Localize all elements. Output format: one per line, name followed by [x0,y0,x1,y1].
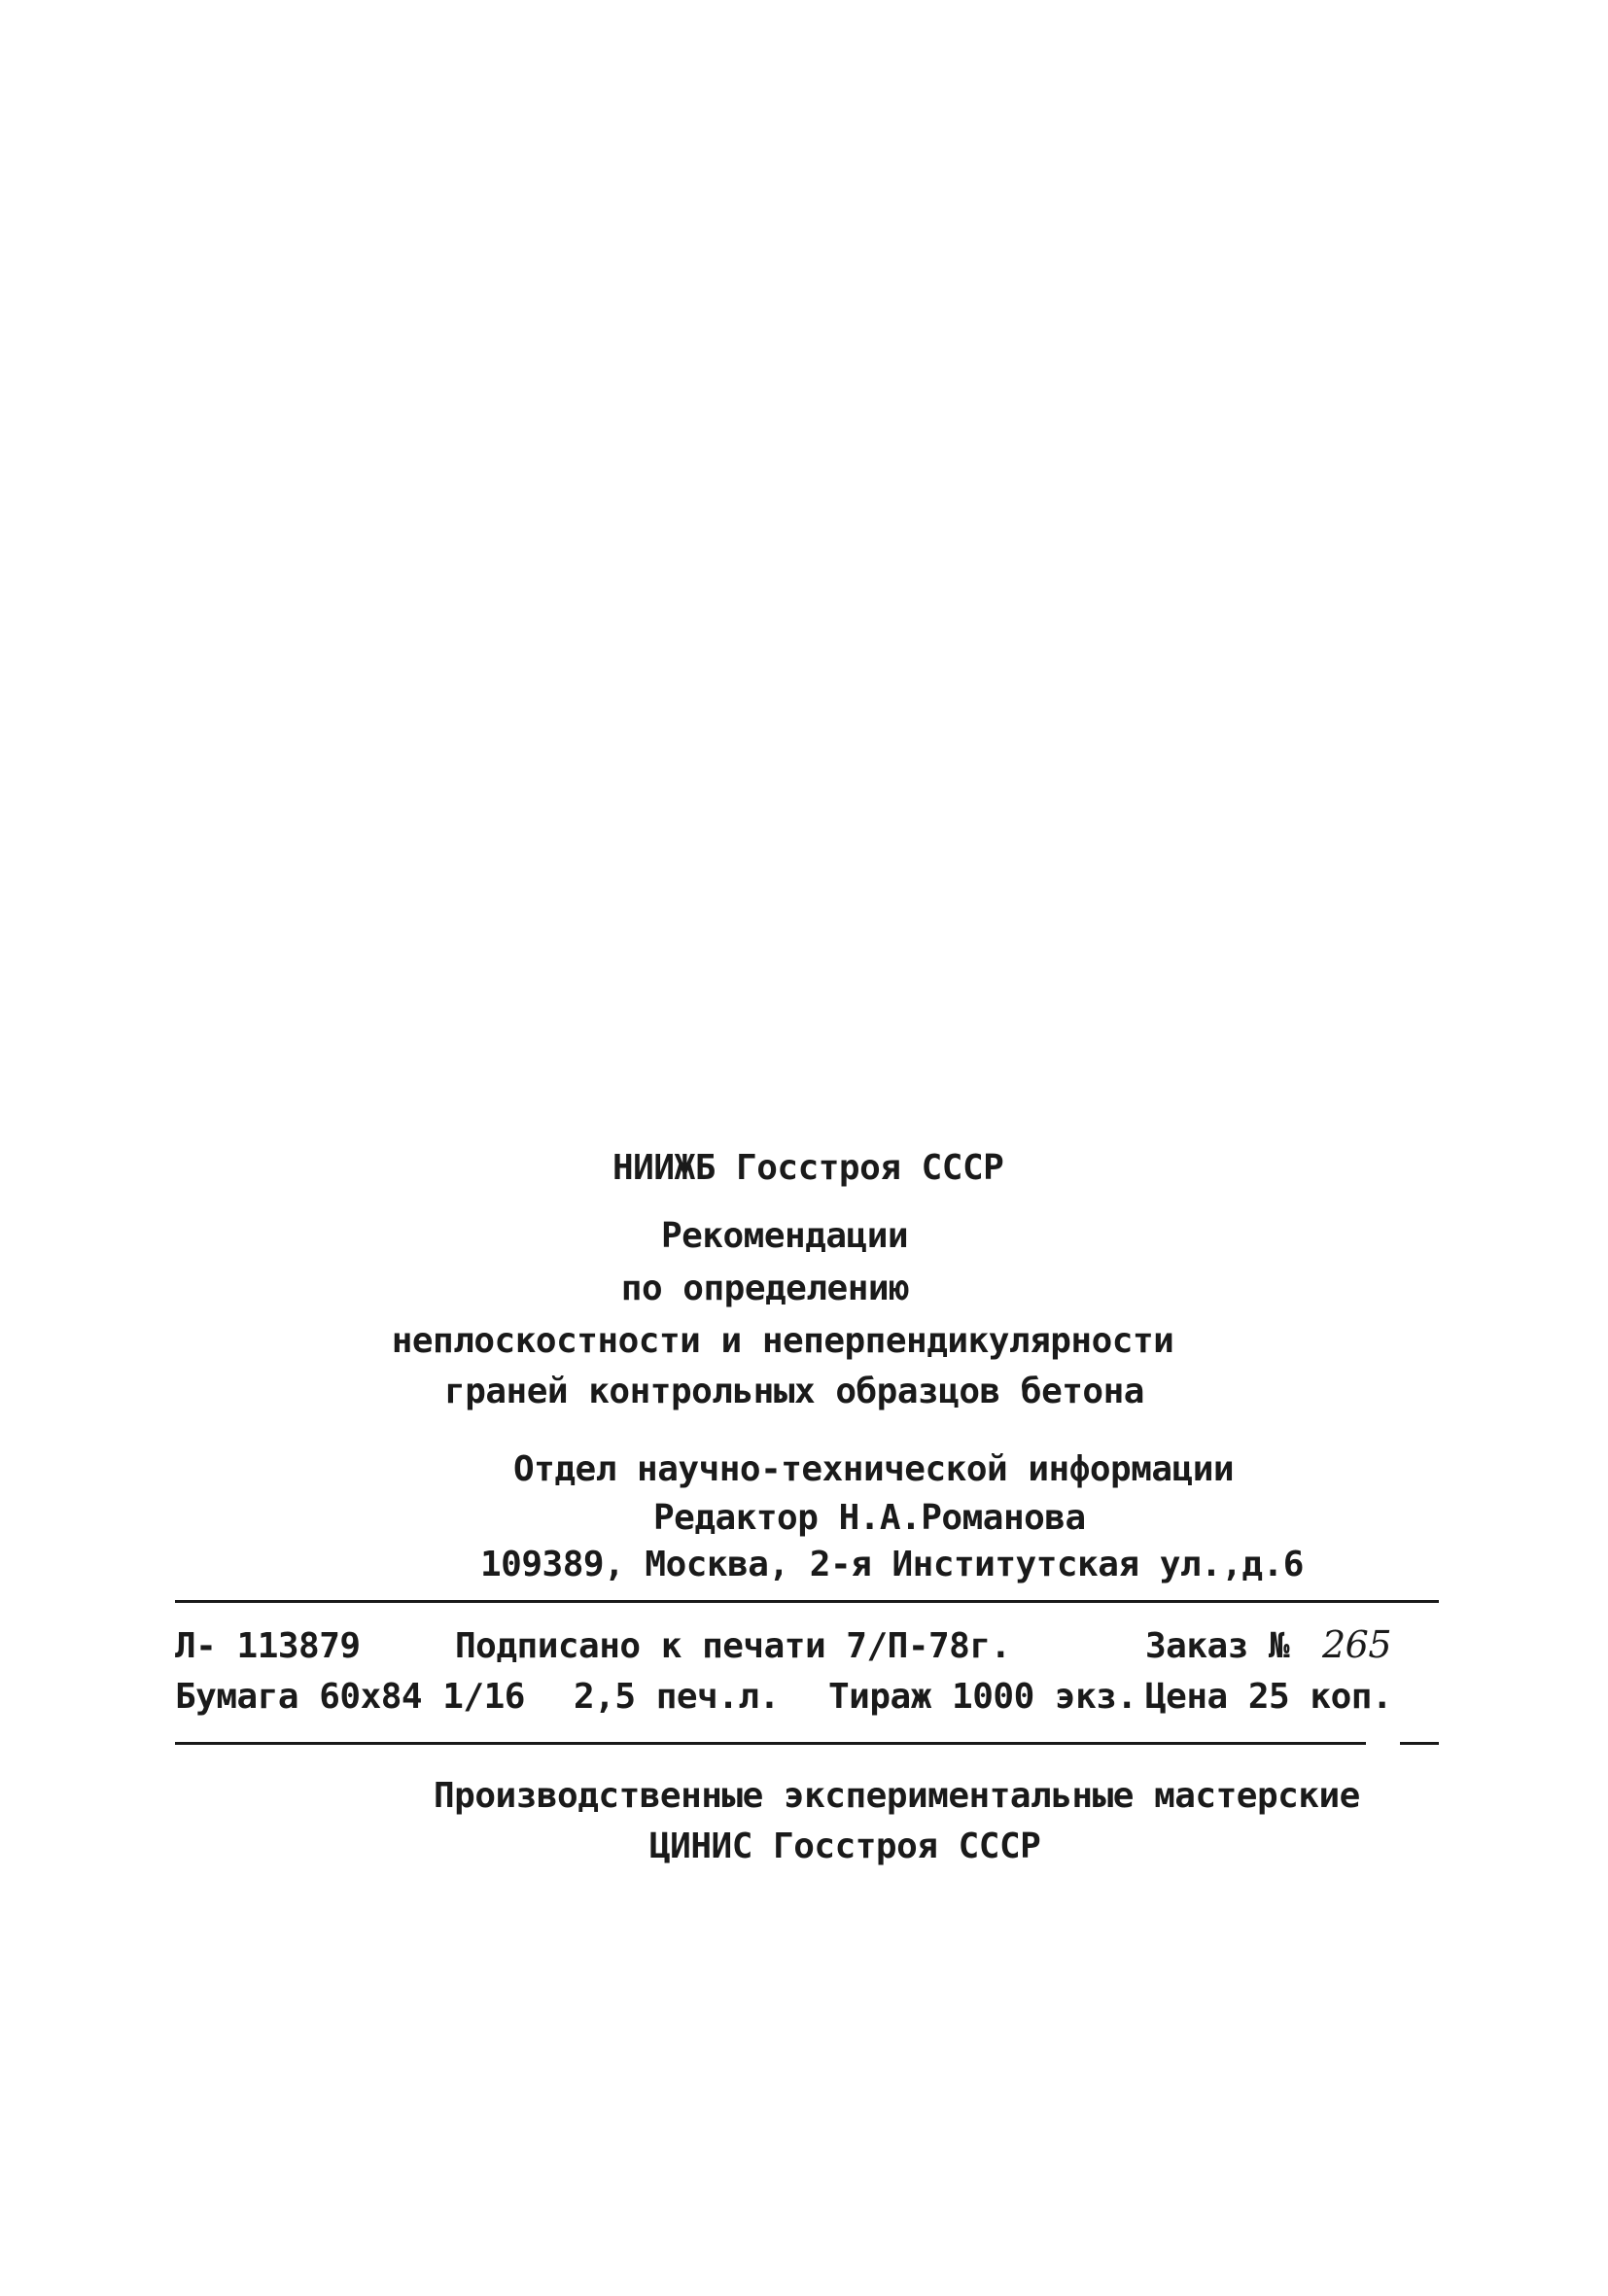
order-number: 265 [1322,1623,1392,1666]
editor: Редактор Н.А.Романова [653,1498,1086,1538]
department: Отдел научно-технической информации [513,1449,1235,1489]
paper-format: Бумага 60х84 1/16 [175,1677,525,1717]
printer-line-2: ЦИНИС Госстроя СССР [649,1826,1041,1866]
print-sheets: 2,5 печ.л. [574,1677,780,1717]
printer-line-1: Производственные экспериментальные мастерские [434,1776,1360,1816]
title-line-1: Рекомендации [660,1216,909,1256]
print-run: Тираж 1000 экз. [828,1677,1137,1717]
divider-top [175,1600,1439,1603]
order-label: Заказ № [1145,1626,1290,1666]
title-line-3: неплоскостности и неперпендикулярности [391,1321,1174,1361]
institute-header: НИИЖБ Госстроя СССР [612,1148,1004,1188]
title-line-2: по определению [620,1269,910,1308]
title-line-4: граней контрольных образцов бетона [444,1372,1144,1411]
signed-for-print: Подписано к печати 7/П-78г. [455,1626,1011,1666]
address: 109389, Москва, 2-я Институтская ул.,д.6 [480,1545,1304,1584]
divider-bottom-tail [1400,1742,1439,1745]
divider-bottom [175,1742,1366,1745]
price: Цена 25 коп. [1145,1677,1393,1717]
license-number: Л- 113879 [175,1626,361,1666]
